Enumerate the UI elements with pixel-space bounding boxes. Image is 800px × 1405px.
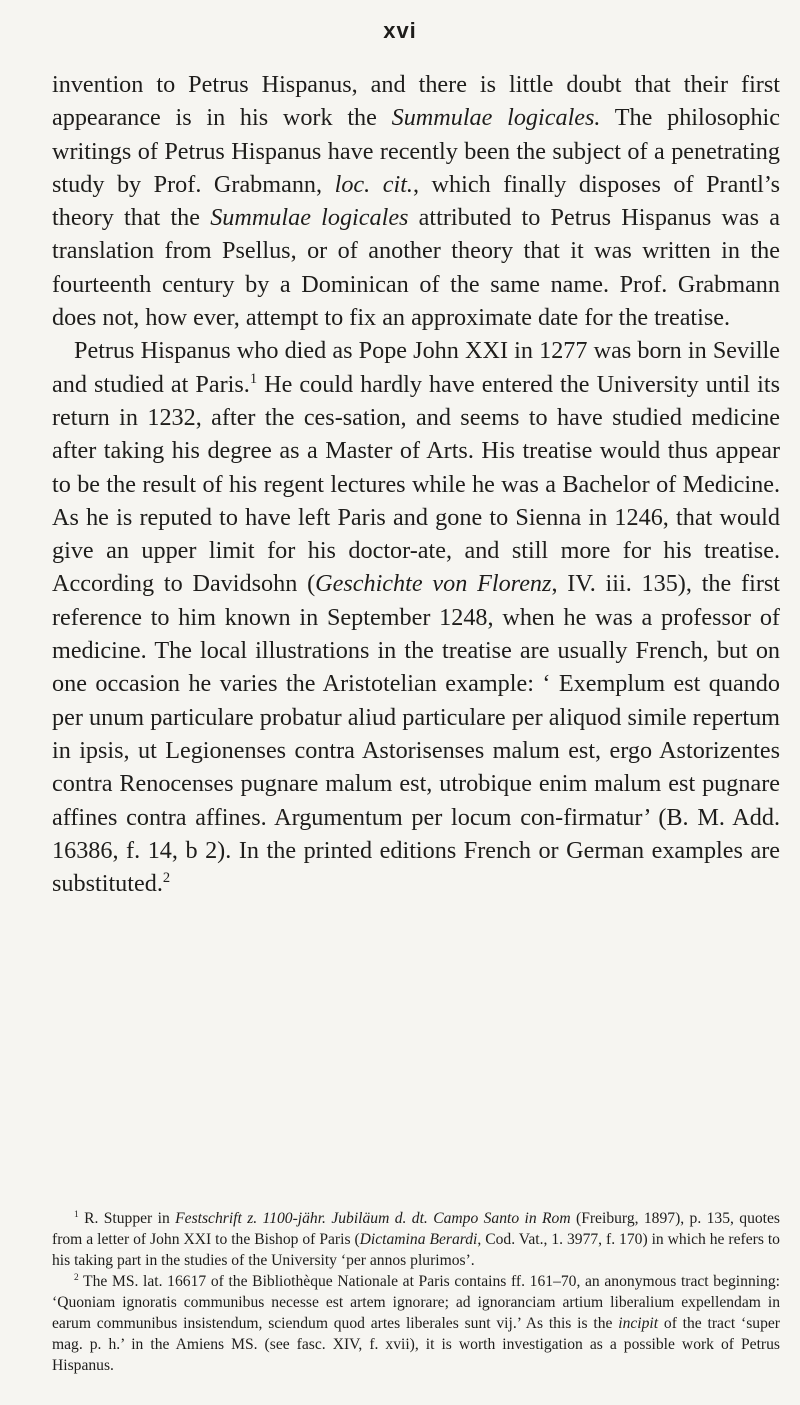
text-run: He could hardly have entered the University until its return in 1232, after the ces-sation, and seems to have studied medicine after taking his degree as a Master of Arts. His treatise would thus appear to be the result of his regent lectures while he was a Bachelor of Medicine. As he is reputed to have left Paris and gone to Sienna in 1246, that would give an upper limit for his doctor-ate, and still more for his treatise. According to Davidsohn (: [52, 370, 781, 598]
italic-run: Geschichte von Florenz: [315, 570, 552, 598]
text-run: invention to Petrus Hispanus, and there is little doubt that their first appearance is in his work the: [52, 71, 780, 132]
text-run: R. Stupper in: [78, 1210, 176, 1227]
footnote: [52, 1208, 780, 1271]
text-run: attributed to Petrus Hispanus was a translation from Psellus, or of another theory that it was written in the fourteenth century by a Dominican of the same name. Prof. Grabmann does not, how ever, attempt to fix an approximate date for the treatise.: [52, 204, 780, 332]
italic-run: incipit: [618, 1315, 659, 1332]
text-run: The MS. lat. 16617 of the Bibliothèque Nationale at Paris contains ff. 161–70, an anonymous tract beginning: ‘Quoniam ignoratis communibus necesse est artem ignorare; ad ignoranciam artium liberalium expellendam in earum communibus insistendum, sciendum quod artes liberales sunt vij.’ As this is the: [52, 1273, 780, 1332]
italic-run: Summulae logicales.: [391, 104, 601, 132]
text-run: , Cod. Vat., 1. 3977, f. 170) in which he refers to his taking part in the studies of the University ‘per annos plurimos’.: [52, 1231, 780, 1269]
footnote-marker: 2: [162, 870, 171, 887]
footnote-marker: 2: [74, 1272, 79, 1283]
text-run: Petrus Hispanus who died as Pope John XXI in 1277 was born in Seville and studied at Paris.: [52, 337, 780, 398]
italic-run: loc. cit.: [334, 170, 413, 198]
text-run: , IV. iii. 135), the first reference to him known in September 1248, when he was a professor of medicine. The local illustrations in the treatise are usually French, but on one occasion he varies the Aristotelian example: ‘ Exemplum est quando per unum particulare probatur aliud particulare per aliquod simile repertum in ipsis, ut Legionenses contra Astorisenses malum est, ergo Astorizentes contra Renocenses pugnare malum est, utrobique enim malum est pugnare affines contra affines. Argumentum per locum con-firmatur’ (B. M. Add. 16386, f. 14, b 2). In the printed editions French or German examples are substituted.: [52, 570, 781, 898]
footnotes: [52, 1208, 780, 1376]
text-run: (Freiburg, 1897), p. 135, quotes from a letter of John XXI to the Bishop of Paris (: [52, 1210, 780, 1248]
footnote-marker: 1: [74, 1209, 79, 1220]
text-run: The philosophic writings of Petrus Hispanus have recently been the subject of a penetrating study by Prof. Grabmann,: [52, 104, 780, 198]
italic-run: Summulae logicales: [210, 204, 409, 232]
italic-run: Dictamina Berardi: [359, 1231, 478, 1248]
paragraph: [52, 334, 780, 900]
paragraph: [52, 68, 780, 334]
footnote: [52, 1271, 780, 1376]
italic-run: Festschrift z. 1100-jähr. Jubiläum d. dt. Campo Santo in Rom: [175, 1210, 571, 1227]
main-text: [52, 68, 780, 900]
page-number: xvi: [383, 18, 417, 43]
footnote-marker: 1: [249, 370, 258, 387]
text-run: , which finally disposes of Prantl’s theory that the: [52, 170, 780, 232]
text-run: of the tract ‘super mag. p. h.’ in the Amiens MS. (see fasc. XIV, f. xvii), it is worth investigation as a possible work of Petrus Hispanus.: [52, 1315, 780, 1374]
